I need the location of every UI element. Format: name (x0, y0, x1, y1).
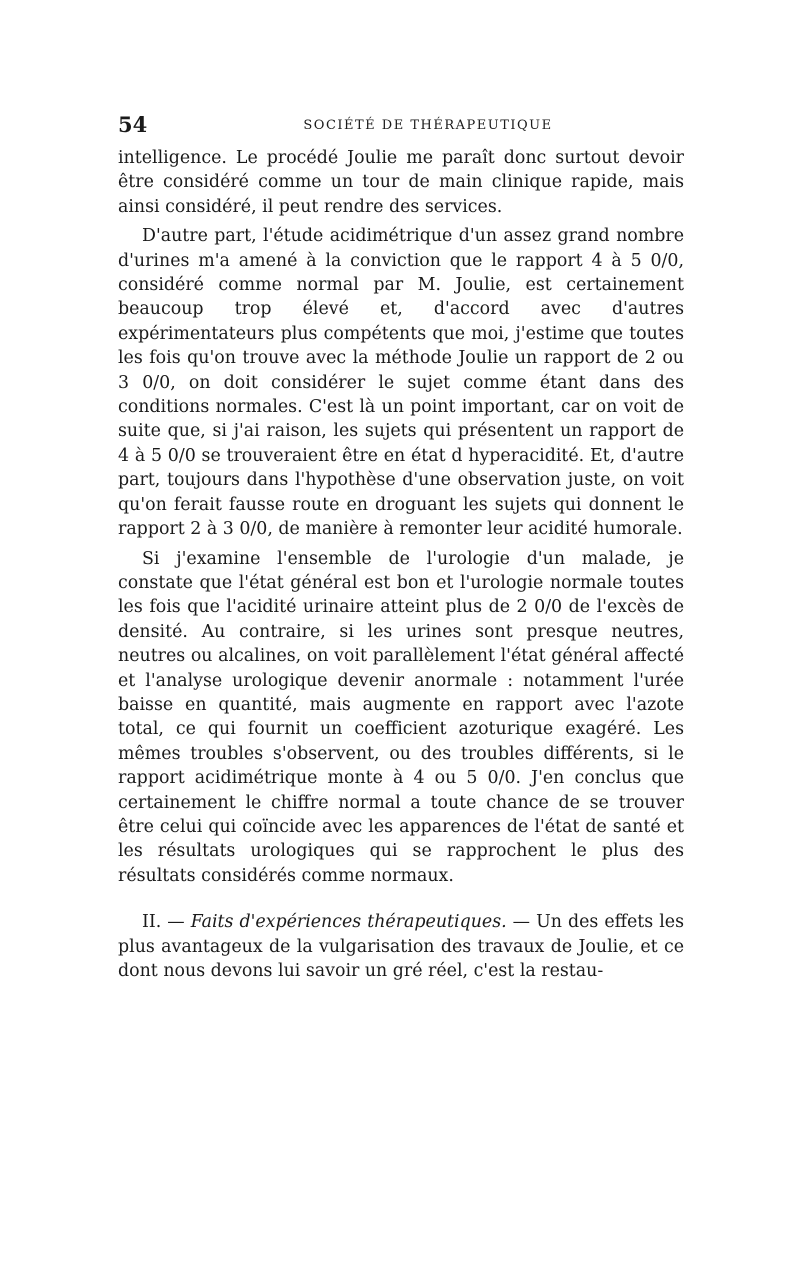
section-ii-paragraph (118, 910, 684, 983)
paragraph-continuation: intelligence. Le procédé Joulie me paraît donc surtout devoir être considéré comme un tour de main clinique rapide, mais ainsi considéré, il peut rendre des services. (118, 148, 684, 217)
document-page (118, 112, 684, 983)
paragraph-acidimetry: D'autre part, l'étude acidimétrique d'un assez grand nombre d'urines m'a amené à la conviction que le rapport 4 à 5 0/0, considéré comme normal par M. Joulie, est certainement beaucoup trop élevé et, d'accord avec d'autres expérimentateurs plus compétents que moi, j'estime que toutes les fois qu'on trouve avec la méthode Joulie un rapport de 2 ou 3 0/0, on doit considérer le sujet comme étant dans des conditions normales. C'est là un point important, car on voit de suite que, si j'ai raison, les sujets qui présentent un rapport de 4 à 5 0/0 se trouveraient être en état d hyperacidité. Et, d'autre part, toujours dans l'hypothèse d'une observation juste, on voit qu'on ferait fausse route en droguant les sujets qui donnent le rapport 2 à 3 0/0, de manière à remonter leur acidité humorale. (118, 226, 684, 540)
section-title: Faits d'expériences thérapeutiques. (190, 912, 507, 933)
section-text: — Un des effets les plus avantageux de la vulgarisation des travaux de Joulie, et ce dont nous devons lui savoir un gré réel, c'est la restau- (118, 912, 684, 981)
page-header (118, 112, 684, 146)
paragraph-urology: Si j'examine l'ensemble de l'urologie d'un malade, je constate que l'état général est bon et l'urologie normale toutes les fois que l'acidité urinaire atteint plus de 2 0/0 de l'excès de densité. Au contraire, si les urines sont presque neutres, neutres ou alcalines, on voit parallèlement l'état général affecté et l'analyse urologique devenir anormale : notamment l'urée baisse en quantité, mais augmente en rapport avec l'azote total, ce qui fournit un coefficient azoturique exagéré. Les mêmes troubles s'observent, ou des troubles différents, si le rapport acidimétrique monte à 4 ou 5 0/0. J'en conclus que certainement le chiffre normal a toute chance de se trouver être celui qui coïncide avec les apparences de l'état de santé et les résultats urologiques qui se rapprochent le plus des résultats considérés comme normaux. (118, 548, 684, 886)
section-number: II. — (142, 912, 191, 933)
page-number: 54 (118, 112, 148, 137)
running-head: SOCIÉTÉ DE THÉRAPEUTIQUE (303, 118, 553, 133)
